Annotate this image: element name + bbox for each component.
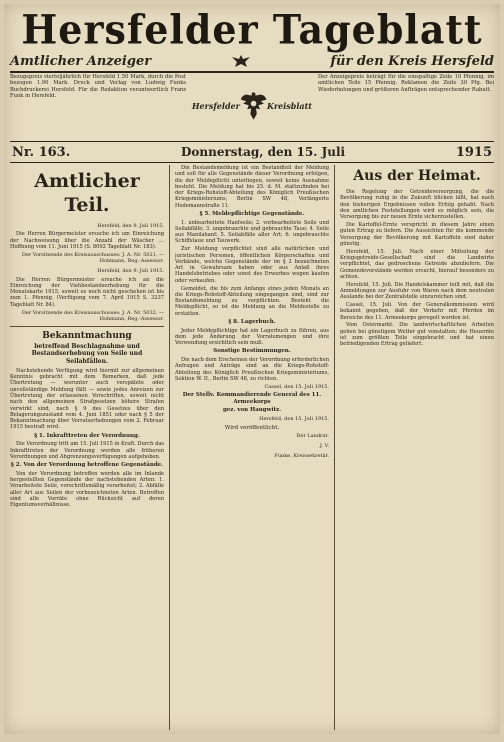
column-3 (340, 165, 494, 730)
dateplace: Hersfeld, den 9. Juli 1915. (97, 268, 164, 275)
article-paragraph: Zur Meldung verpflichtet sind alle natürlichen und juristischen Personen, öffentlichen Körperschaften und Verbände, welche Gegenstände der im § 2 bezeichneten Art in Gewahrsam haben oder aus Anlaß ihres Handelsbetriebes oder sonst des Erwerbes wegen kaufen oder verkaufen. (175, 246, 329, 284)
notice-signature: Der Vorsitzende des Kreisausschusses: J. A. Nr. 5021. — Hohmann, Reg.-Assessor. (21, 251, 164, 264)
advertising-info: Der Anzeigepreis beträgt für die einspaltige Zeile 10 Pfennig, im amtlichen Teile 15 Pfennig. Reklamen die Zeile 30 Pfg. Bei Wiederholungen und größeren Aufträgen entsprechender Rabatt. (318, 74, 494, 93)
official-signature: Funke, Kreissekretär. (274, 453, 329, 460)
dateplace: Hersfeld, den 9. Juli 1915. (97, 223, 164, 229)
subtitle-left: Amtlicher Anzeiger (10, 53, 152, 69)
column-rule (334, 165, 335, 730)
kreisblatt-emblem (192, 74, 312, 138)
info-bar (10, 74, 494, 138)
news-paragraph: Die Kartoffel-Ernte verspricht in diesem Jahre einen guten Ertrag zu liefern. Die Aussichten für die kommende Versorgung der Bevölkerung mit Kartoffeln sind daher günstig. (340, 221, 494, 247)
subtitle-right: für den Kreis Hersfeld (330, 53, 494, 69)
article-paragraph: Die Bestandsmeldung ist ein Bestandteil der Meldung und soll für alle Gegenstände dieser Verordnung erfolgen, die der Meldepflicht unterliegen, soweit keine Ausnahme besteht. Die Meldung hat bis 25. d. M. stattzufinden bei der Kriegs-Rohstoff-Abteilung des Königlich Preußischen Kriegsministeriums, Berlin SW 48, Verlängerte Hedemannstraße 11. (175, 165, 329, 209)
notice-paragraph: Die Herren Bürgermeister ersuche ich um Einreichung der Nachweisung über die Anzahl der Wäscher ... Hoffnung vom 11. Juni 1915 (S. 8092 Tageblatt Nr. 183). (10, 231, 164, 250)
article-paragraph: Nachstehende Verfügung wird hiermit zur allgemeinen Kenntnis gebracht mit dem Bemerken, daß jede Übertretung — worunter auch verspätete oder unvollständige Meldung fällt — sowie jedes Anreizen zur Übertretung der erlassenen Vorschriften, soweit nicht nach den allgemeinen Strafgesetzen höhere Strafen verwirkt sind, nach § 9 des Gesetzes über den Belagerungszustand vom 4. Juni 1851 oder nach § 5 der Bekanntmachung über Vorratserhebungen vom 2. Februar 1915 bestraft wird. (10, 367, 164, 431)
article-subtitle: betreffend Beschlagnahme und Bestandserhebung von Seile und Seilabfällen. (31, 343, 143, 365)
article-paragraph: Gemeldet, die bis zum Anfange eines jeden Monats an die Kriegs-Rohstoff-Abteilung eingegangen sind, sind zur Bestandsmeldung zu verpflichten. Besteht die Meldepflicht, so ist die Meldung an die Meldestelle zu erstatten. (175, 285, 329, 317)
subscription-info: Bezugspreis vierteljährlich für Hersfeld 1.50 Mark, durch die Post bezogen 1.90 Mark. Druck und Verlag von Ludwig Funks Buchdruckerei Hersfeld. Für die Redaktion verantwortlich Franz Funk in Hersfeld. (10, 74, 186, 100)
emblem-label-left: Hersfelder (192, 100, 240, 111)
section-label: § 8. Lagerbuch. (228, 319, 276, 326)
official-title: Der Landrat. (296, 432, 329, 439)
article-title: Bekanntmachung (42, 331, 132, 342)
section-label: § 1. Inkrafttreten der Verordnung. (34, 432, 140, 439)
divider (10, 326, 164, 327)
divider (10, 141, 494, 142)
signer-title: Der Stellv. Kommandierende General des 11. Armeekorps (182, 392, 322, 405)
notice-signature: Der Vorsitzende des Kreisausschusses: J. A. Nr. 5032. — Hohmann, Reg.-Assessor. (21, 309, 164, 322)
issue-number: Nr. 163. (12, 144, 71, 160)
signer-name: gez. von Haugwitz. (222, 407, 282, 414)
column-2 (175, 165, 329, 730)
divider (10, 71, 494, 73)
official-deputy: J. V. (319, 443, 329, 450)
article-list: 1. unbearbeitete Hanfseile; 2. vorbearbeitete Seile und Seilabfälle; 3. ungebrauchte und gebrauchte Taue; 4. Seile aus Manilahanf; 5. Seilabfälle aller Art; 6. ungebrauchte Schiffstaue und Tauwerk. (175, 219, 329, 245)
dateline (12, 144, 492, 160)
section-label: Sonstige Bestimmungen. (213, 348, 291, 355)
news-paragraph: Die Regelung der Getreideversorgung, die die Bevölkerung ruhig in die Zukunft blicken läßt, hat nach den bisherigen Ergebnissen vollen Erfolg gehabt. Nach den amtlichen Feststellungen wird es möglich sein, die Versorgung bis zur neuen Ernte sicherzustellen. (340, 189, 494, 221)
eagle-small-icon (229, 53, 253, 69)
notice-paragraph: Die Herren Bürgermeister ersuche ich an die Einreichung der Viehbestandserhebung für die Monatskarte 1915, soweit es noch nicht geschehen ist bis zum 1. Pfennig. (Verfügung vom 7. April 1915 S. 3237 Tageblatt Nr. 84). (10, 276, 164, 308)
article-paragraph: Jeder Meldepflichtige hat ein Lagerbuch zu führen, aus dem jede Änderung der Vorratsmengen und ihre Verwendung ersichtlich sein muß. (175, 327, 329, 347)
emblem-label-right: Kreisblatt (266, 100, 312, 111)
news-paragraph: Cassel, 15. Juli. Von der Generalkommission wird bekannt gegeben, daß der Verkehr mit Pferden im Bereiche des 11. Armeekorps geregelt worden ist. (340, 302, 494, 321)
section-label: § 5. Meldepflichtige Gegenstände. (199, 211, 305, 218)
dateplace: Hersfeld, den 15. Juli 1915. (259, 415, 329, 422)
news-paragraph: Hersfeld, 15. Juli. Die Handelskammer teilt mit, daß die Anmeldungen zur Ausfuhr von Waren nach dem neutralen Auslande bei der Zentralstelle einzureichen sind. (340, 281, 494, 301)
article-paragraph: Von der Verordnung betroffen werden alle im Inlande hergestellten Gegenstände der nachstehenden Arten: 1. Verarbeitete Seile, vorschriftsmäßig verarbeitet; 2. Abfälle aller Art aus Seilen der vorbezeichneten Arten. Betroffen sind alle Vorräte ohne Rücksicht auf deren Eigentumsverhältnisse. (10, 470, 164, 509)
section-heading-amtlicher-teil: Amtlicher Teil. (34, 170, 140, 216)
news-paragraph: Hersfeld, 15. Juli. Nach einer Mitteilung der Kriegsgetreide-Gesellschaft sind die Landwirte verpflichtet, das gedroschene Getreide abzuliefern. Die Gemeindevorstände werden ersucht, hierauf besonders zu achten. (340, 248, 494, 280)
section-heading-aus-der-heimat: Aus der Heimat. (353, 168, 481, 184)
dateplace: Cassel, den 15. Juli 1915. (264, 384, 329, 391)
newspaper-page (4, 4, 500, 734)
article-paragraph: Die Verordnung tritt am 15. Juli 1915 in Kraft. Durch das Inkrafttreten der Verordnung werden alle früheren Verordnungen und Abgrenzungsverfügungen aufgehoben. (10, 441, 164, 460)
article-columns (10, 165, 494, 730)
article-paragraph: Die nach dem Erscheinen der Verordnung erforderlichen Anfragen und Anträge sind an die Kriegs-Rohstoff-Abteilung des Königlich Preußischen Kriegsministeriums, Sektion W. II., Berlin SW 48, zu richten. (175, 356, 329, 382)
issue-year: 1915 (455, 144, 492, 160)
publish-note: Wird veröffentlicht. (224, 425, 280, 432)
masthead (10, 5, 494, 54)
eagle-icon (240, 86, 267, 126)
issue-date: Donnerstag, den 15. Juli (180, 145, 346, 159)
newspaper-title: Hersfelder Tageblatt (21, 5, 483, 54)
column-1 (10, 165, 164, 730)
masthead-subtitle (10, 53, 494, 69)
divider (10, 162, 494, 163)
news-paragraph: Vom Ostermarkt. Die landwirtschaftlichen Arbeiten gehen bei günstigem Wetter gut vonstatten; die Heuernte ist zum größten Teile eingebracht und hat einen befriedigenden Ertrag geliefert. (340, 322, 494, 348)
section-label: § 2. Von der Verordnung betroffene Gegenstände. (10, 462, 164, 469)
column-rule (169, 165, 170, 730)
